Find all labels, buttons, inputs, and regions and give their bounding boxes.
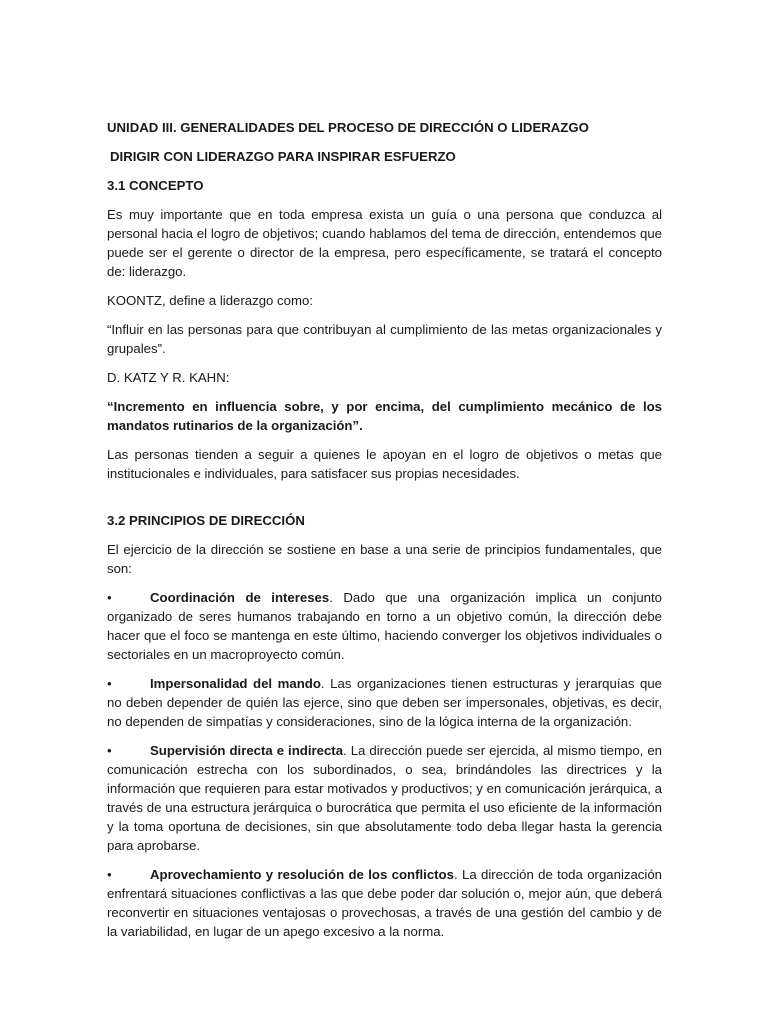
bullet-mark: • — [107, 590, 112, 605]
principle-item — [107, 865, 662, 941]
principle-title: Coordinación de intereses — [150, 590, 330, 605]
unit-title: UNIDAD III. GENERALIDADES DEL PROCESO DE DIRECCIÓN O LIDERAZGO — [107, 120, 589, 135]
principle-title: Aprovechamiento y resolución de los conflictos — [150, 867, 454, 882]
section-heading-principios: 3.2 PRINCIPIOS DE DIRECCIÓN — [107, 513, 305, 528]
principle-item — [107, 674, 662, 731]
concepto-closing-paragraph: Las personas tienden a seguir a quienes le apoyan en el logro de objetivos o metas que institucionales e individuales, para satisfacer sus propias necesidades. — [107, 447, 662, 481]
bullet-mark: • — [107, 867, 112, 882]
bullet-mark: • — [107, 743, 112, 758]
document-page — [107, 118, 662, 941]
concepto-intro-paragraph: Es muy importante que en toda empresa exista un guía o una persona que conduzca al personal hacia el logro de objetivos; cuando hablamos del tema de dirección, entendemos que puede ser el gerente o director de la empresa, pero específicamente, se tratará el concepto de: liderazgo. — [107, 207, 662, 279]
principle-text: . Las organizaciones tienen estructuras y jerarquías que no deben depender de quién las ejerce, sino que deben ser impersonales, objetivas, es decir, no dependen de simpatías y consideraciones, sino de la lógica interna de la organización. — [107, 676, 662, 729]
principle-text: . La dirección de toda organización enfrentará situaciones conflictivas a las que debe poder dar solución o, mejor aún, que deberá reconvertir en situaciones ventajosas o provechosas, a través de una gestión del cambio y de la variabilidad, en lugar de un apego excesivo a la norma. — [107, 867, 662, 939]
section-heading-concepto: 3.1 CONCEPTO — [107, 178, 204, 193]
document-subtitle: DIRIGIR CON LIDERAZGO PARA INSPIRAR ESFUERZO — [110, 149, 456, 164]
principle-text: . Dado que una organización implica un conjunto organizado de seres humanos trabajando en torno a un objetivo común, la dirección debe hacer que el foco se mantenga en este último, haciendo converger los objetivos individuales o sectoriales en un macroproyecto común. — [107, 590, 662, 662]
bullet-mark: • — [107, 676, 112, 691]
koontz-quote: “Influir en las personas para que contribuyan al cumplimiento de las metas organizacionales y grupales”. — [107, 322, 662, 356]
principle-title: Supervisión directa e indirecta — [150, 743, 344, 758]
katz-kahn-label: D. KATZ Y R. KAHN: — [107, 370, 230, 385]
principle-item — [107, 588, 662, 664]
principle-text: . La dirección puede ser ejercida, al mismo tiempo, en comunicación estrecha con los subordinados, o sea, brindándoles las directrices y la información que requieren para estar motivados y productivos; y en comunicación jerárquica, a través de una estructura jerárquica o burocrática que permita el uso eficiente de la información y la toma oportuna de decisiones, sin que absolutamente todo deba llegar hasta la gerencia para aprobarse. — [107, 743, 662, 853]
katz-kahn-quote: “Incremento en influencia sobre, y por encima, del cumplimiento mecánico de los mandatos rutinarios de la organización”. — [107, 399, 662, 433]
principle-item — [107, 741, 662, 855]
principios-intro-paragraph: El ejercicio de la dirección se sostiene en base a una serie de principios fundamentales, que son: — [107, 542, 662, 576]
principle-title: Impersonalidad del mando — [150, 676, 321, 691]
koontz-label: KOONTZ, define a liderazgo como: — [107, 293, 313, 308]
